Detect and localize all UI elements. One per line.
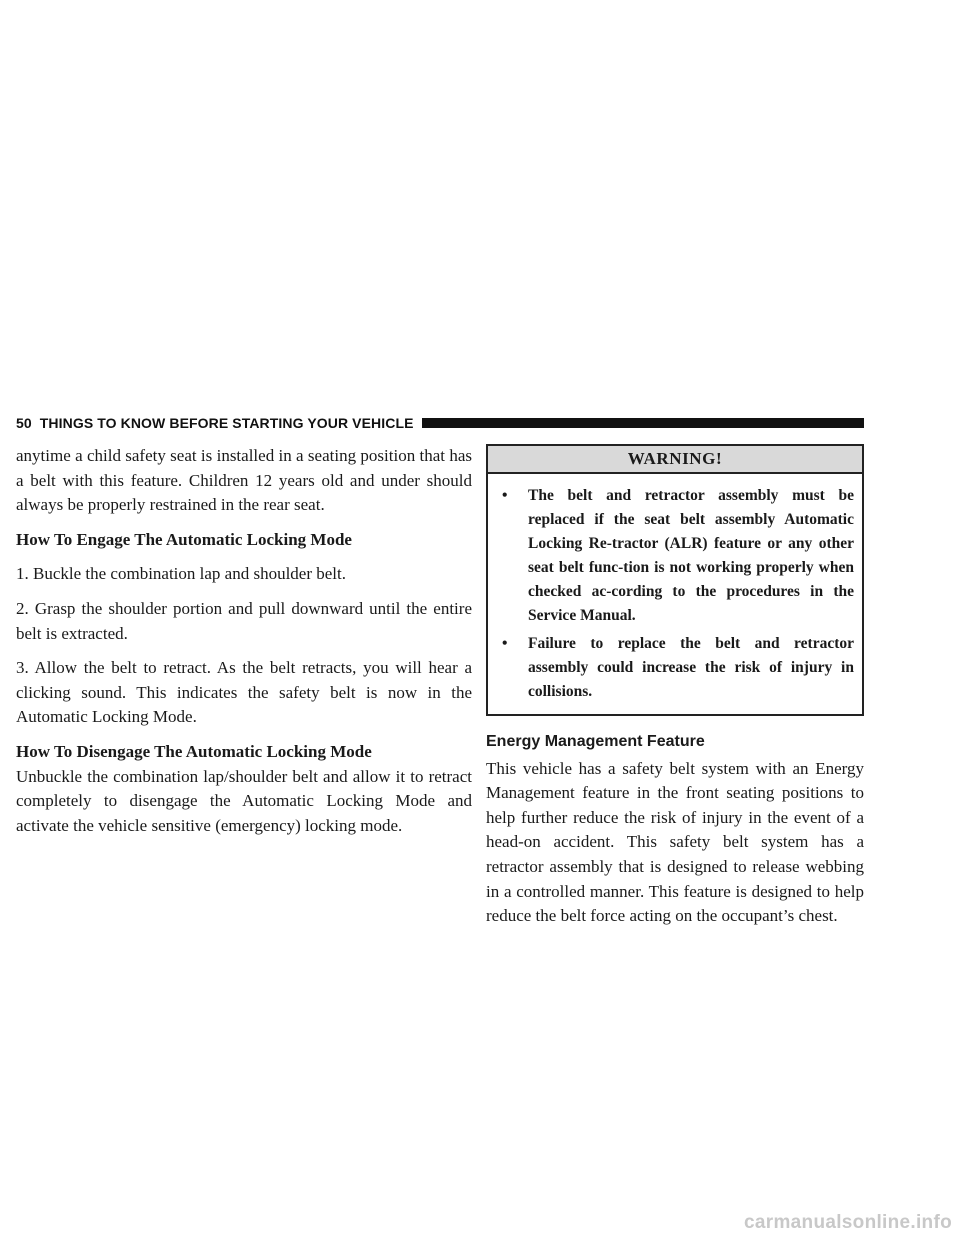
warning-item xyxy=(502,484,854,628)
page-number: 50 xyxy=(16,415,32,431)
warning-title: WARNING! xyxy=(488,446,862,474)
energy-paragraph: This vehicle has a safety belt system with an Energy Management feature in the front seating positions to help further reduce the risk of injury in the event of a head-on accident. This safety belt system has a retractor assembly that is designed to release webbing in a controlled manner. This feature is designed to help reduce the belt force acting on the occupant’s chest. xyxy=(486,758,864,926)
warning-list xyxy=(488,474,862,714)
energy-heading: Energy Management Feature xyxy=(486,733,705,750)
step-3: 3. Allow the belt to retract. As the belt retracts, you will hear a clicking sound. This indicates the safety belt is now in the Automatic Locking Mode. xyxy=(16,658,472,727)
right-column xyxy=(486,444,864,929)
bullet-icon: • xyxy=(502,487,508,504)
warning-item-text: Failure to replace the belt and retractor assembly could increase the risk of injury in collisions. xyxy=(528,635,854,700)
engage-heading: How To Engage The Automatic Locking Mode xyxy=(16,529,352,549)
intro-paragraph: anytime a child safety seat is installed in a seating position that has a belt with this feature. Children 12 years old and under should always be properly restrained in the rear seat. xyxy=(16,446,472,515)
step-2: 2. Grasp the shoulder portion and pull downward until the entire belt is extracted. xyxy=(16,598,472,643)
watermark: carmanualsonline.info xyxy=(744,1212,952,1233)
running-header xyxy=(16,413,864,433)
bullet-icon: • xyxy=(502,635,508,652)
running-title: THINGS TO KNOW BEFORE STARTING YOUR VEHICLE xyxy=(39,415,414,431)
disengage-paragraph: Unbuckle the combination lap/shoulder belt and allow it to retract completely to disengage the Automatic Locking Mode and activate the vehicle sensitive (emergency) locking mode. xyxy=(16,766,472,835)
warning-box xyxy=(486,444,864,716)
step-1: 1. Buckle the combination lap and shoulder belt. xyxy=(16,564,347,584)
disengage-heading: How To Disengage The Automatic Locking Mode xyxy=(16,741,372,761)
header-rule xyxy=(422,418,864,428)
left-column xyxy=(16,444,472,838)
warning-item xyxy=(502,632,854,704)
warning-item-text: The belt and retractor assembly must be replaced if the seat belt assembly Automatic Locking Re-tractor (ALR) feature or any other seat belt func-tion is not working properly when checked ac-cording to the procedures in the Service Manual. xyxy=(528,487,854,624)
